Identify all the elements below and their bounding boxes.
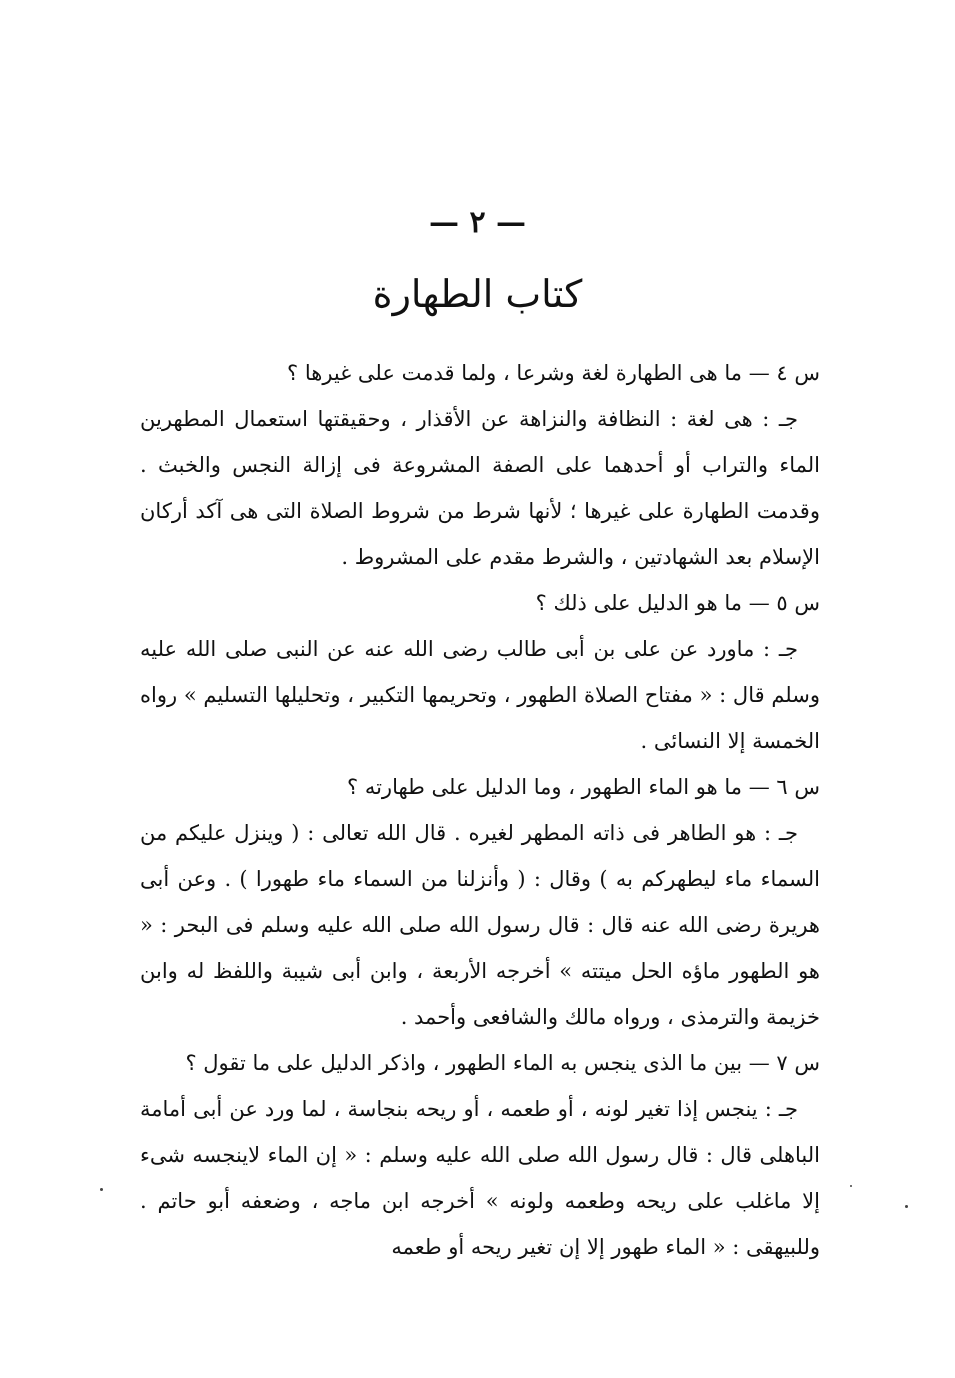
answer-5: جـ : ماورد عن على بن أبى طالب رضى الله عنه عن النبى صلى الله عليه وسلم قال : « مفتاح الصلاة الطهور ، وتحريمها التكبير ، وتحليلها التسليم » رواه الخمسة إلا النسائى . bbox=[140, 637, 820, 753]
scan-speck bbox=[905, 1205, 908, 1208]
qa-block-5 bbox=[140, 580, 820, 764]
page-number: — ٢ — bbox=[428, 205, 527, 240]
question-4: س ٤ — ما هى الطهارة لغة وشرعا ، ولما قدمت على غيرها ؟ bbox=[287, 361, 820, 385]
scan-speck bbox=[850, 1185, 852, 1187]
question-5: س ٥ — ما هو الدليل على ذلك ؟ bbox=[535, 591, 820, 615]
answer-7: جـ : ينجس إذا تغير لونه ، أو طعمه ، أو ريحه بنجاسة ، لما ورد عن أبى أمامة الباهلى قال : قال رسول الله صلى الله عليه وسلم : « إن الماء لاينجسه شىء إلا ماغلب على ريحه وطعمه ولونه » أخرجه ابن ماجه ، وضعفه أبو حاتم . وللبيهقى : « الماء طهور إلا إن تغير ريحه أو طعمه bbox=[140, 1097, 820, 1259]
question-7: س ٧ — بين ما الذى ينجس به الماء الطهور ، واذكر الدليل على ما تقول ؟ bbox=[185, 1051, 820, 1075]
qa-block-6 bbox=[140, 764, 820, 1040]
chapter-title: كتاب الطهارة bbox=[372, 272, 583, 316]
answer-4: جـ : هى لغة : النظافة والنزاهة عن الأقذار ، وحقيقتها استعمال المطهرين الماء والتراب أو أحدهما على الصفة المشروعة فى إزالة النجس والخبث . وقدمت الطهارة على غيرها ؛ لأنها شرط من شروط الصلاة التى هى آكد أركان الإسلام بعد الشهادتين ، والشرط مقدم على المشروط . bbox=[140, 407, 820, 569]
scan-speck bbox=[100, 1188, 103, 1191]
body-text bbox=[140, 350, 820, 1270]
question-6: س ٦ — ما هو الماء الطهور ، وما الدليل على طهارته ؟ bbox=[347, 775, 820, 799]
answer-6: جـ : هو الطاهر فى ذاته المطهر لغيره . قال الله تعالى : ( وينزل عليكم من السماء ماء ليطهركم به ) وقال : ( وأنزلنا من السماء ماء طهورا ) . وعن أبى هريرة رضى الله عنه قال : قال رسول الله صلى الله عليه وسلم فى البحر : « هو الطهور ماؤه الحل ميتته » أخرجه الأربعة ، وابن أبى شيبة واللفظ له وابن خزيمة والترمذى ، ورواه مالك والشافعى وأحمد . bbox=[140, 821, 820, 1029]
qa-block-7 bbox=[140, 1040, 820, 1270]
qa-block-4 bbox=[140, 350, 820, 580]
